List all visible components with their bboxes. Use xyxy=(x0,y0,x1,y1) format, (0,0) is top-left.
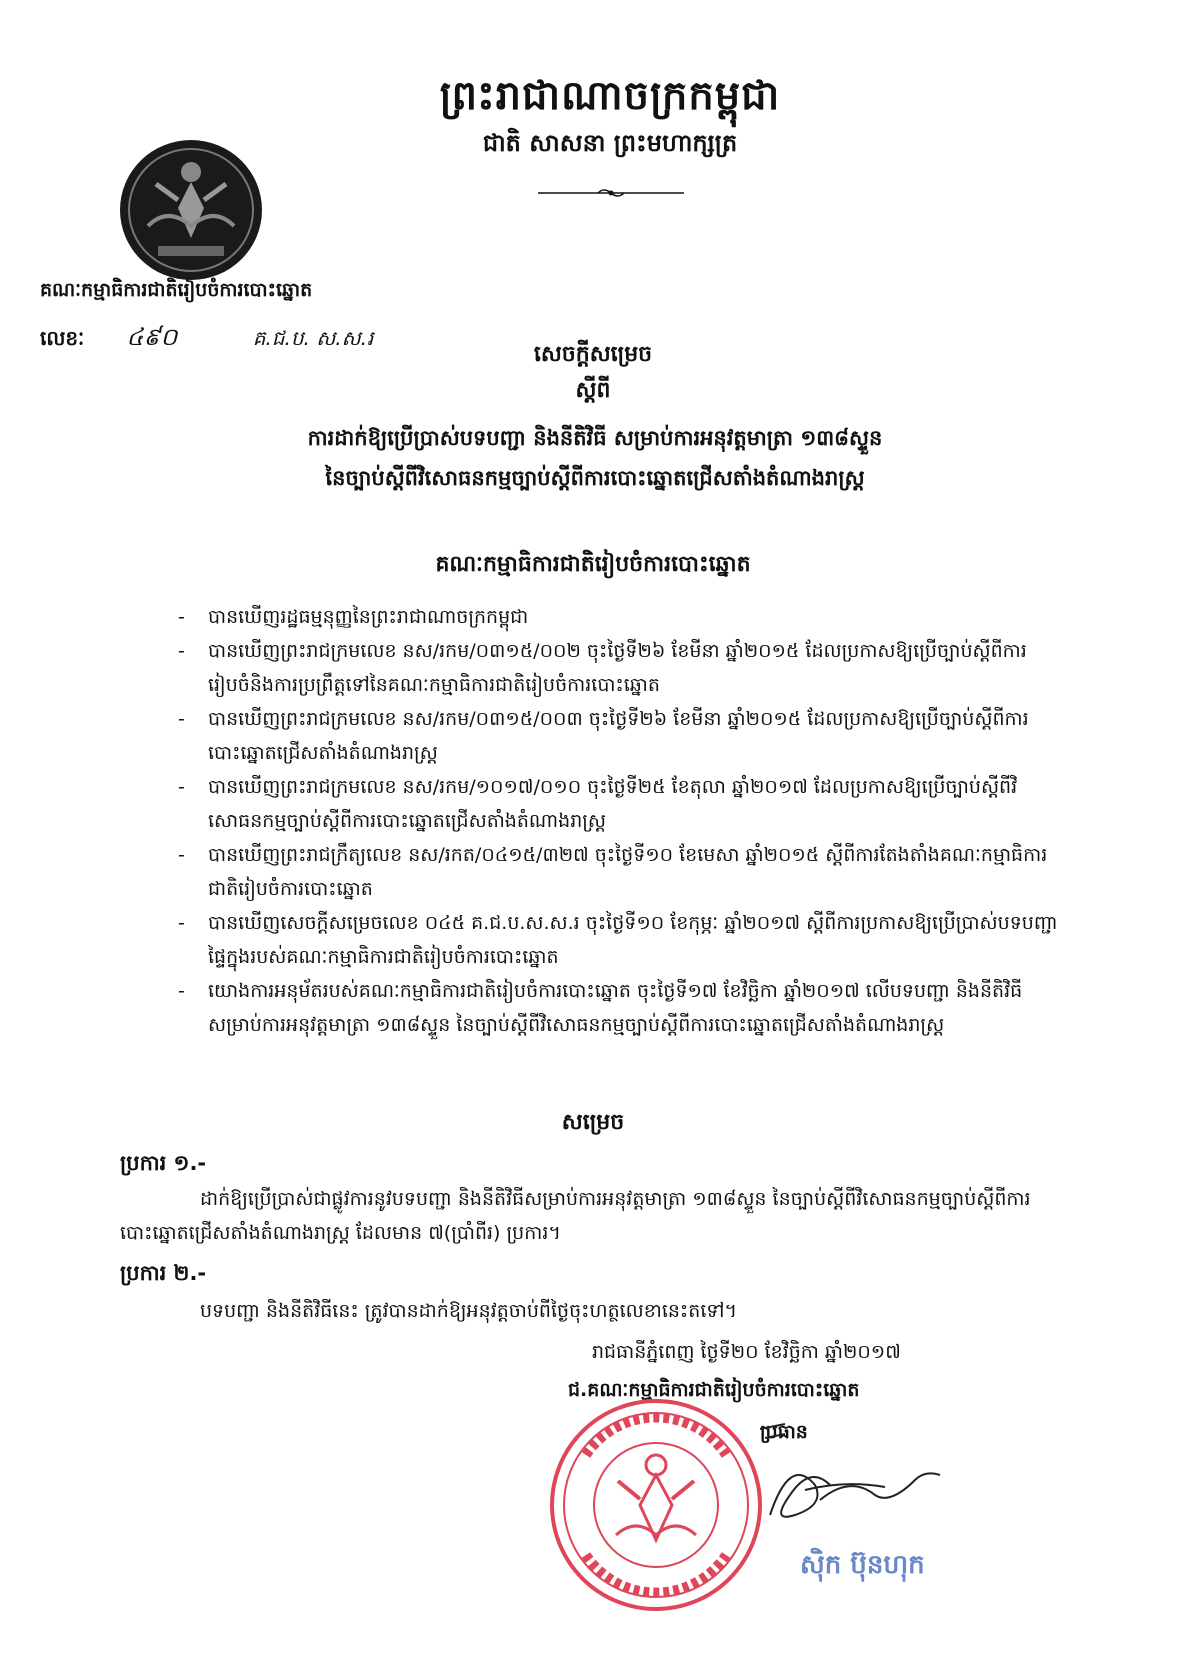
document-title xyxy=(160,418,1030,498)
article-2-heading: ប្រការ ២.- xyxy=(120,1261,207,1285)
issuing-authority: គណៈកម្មាធិការជាតិរៀបចំការបោះឆ្នោត xyxy=(40,279,313,301)
reference-code: គ.ជ.ប. ស.ស.រ xyxy=(252,326,374,350)
list-item: - បានឃើញព្រះរាជក្រមលេខ នស/រកម/០៣១៥/០០២ ចុះថ្ងៃទី២៦ ខែមីនា ឆ្នាំ២០១៥ ដែលប្រកាសឱ្យប្រើច្បាប់ស្ដីពីការរៀបចំនិងការប្រព្រឹត្តទៅនៃគណៈកម្មាធិការជាតិរៀបចំការបោះឆ្នោត xyxy=(178,634,1058,702)
official-stamp-icon xyxy=(546,1395,766,1615)
kingdom-title: ព្រះរាជាណាចក្រកម្ពុជា xyxy=(439,73,781,119)
signer-name: ស៊ិក ប៊ុនហុក xyxy=(800,1550,925,1580)
reference-label: លេខៈ xyxy=(40,326,85,350)
handwritten-signature xyxy=(760,1420,1040,1540)
article-2-body: បទបញ្ជា និងនីតិវិធីនេះ ត្រូវបានដាក់ឱ្យអនុវត្តចាប់ពីថ្ងៃចុះហត្ថលេខានេះតទៅ។ xyxy=(200,1300,737,1322)
document-about: ស្ដីពី xyxy=(575,378,611,403)
commission-emblem-icon xyxy=(118,138,264,282)
signing-authority: ជ.គណៈកម្មាធិការជាតិរៀបចំការបោះឆ្នោត xyxy=(568,1379,860,1401)
list-item: - បានឃើញរដ្ឋធម្មនុញ្ញនៃព្រះរាជាណាចក្រកម្ពុជា xyxy=(178,600,1058,634)
article-1-body: ដាក់ឱ្យប្រើប្រាស់ជាផ្លូវការនូវបទបញ្ជា និងនីតិវិធីសម្រាប់ការអនុវត្តមាត្រា ១៣៨ស្ទួន នៃច្បាប់ស្ដីពីវិសោធនកម្មច្បាប់ស្ដីពីការបោះឆ្នោតជ្រើសតាំងតំណាងរាស្ត្រ ដែលមាន ៧(ប្រាំពីរ) ប្រការ។ xyxy=(120,1188,1031,1244)
chair-title: ប្រធាន xyxy=(760,1421,808,1443)
article-1-heading: ប្រការ ១.- xyxy=(120,1151,207,1175)
document-title-line-1: ការដាក់ឱ្យប្រើប្រាស់បទបញ្ជា និងនីតិវិធី សម្រាប់ការអនុវត្តមាត្រា ១៣៨ស្ទួន xyxy=(307,426,883,450)
document-title-line-2: នៃច្បាប់ស្ដីពីវិសោធនកម្មច្បាប់ស្ដីពីការបោះឆ្នោតជ្រើសតាំងតំណាងរាស្ត្រ xyxy=(325,466,865,490)
list-item: - បានឃើញព្រះរាជក្រមលេខ នស/រកម/០៣១៥/០០៣ ចុះថ្ងៃទី២៦ ខែមីនា ឆ្នាំ២០១៥ ដែលប្រកាសឱ្យប្រើច្បាប់ស្ដីពីការបោះឆ្នោតជ្រើសតាំងតំណាងរាស្ត្រ xyxy=(178,702,1058,770)
recitals-list xyxy=(178,600,1058,1042)
place-and-date: រាជធានីភ្នំពេញ ថ្ងៃទី២០ ខែវិច្ឆិកា ឆ្នាំ២០១៧ xyxy=(592,1341,901,1363)
document-type: សេចក្ដីសម្រេច xyxy=(533,342,653,367)
list-item: - បានឃើញសេចក្ដីសម្រេចលេខ ០៤៥ គ.ជ.ប.ស.ស.រ ចុះថ្ងៃទី១០ ខែកុម្ភៈ ឆ្នាំ២០១៧ ស្ដីពីការប្រកាសឱ្យប្រើប្រាស់បទបញ្ជាផ្ទៃក្នុងរបស់គណៈកម្មាធិការជាតិរៀបចំការបោះឆ្នោត xyxy=(178,906,1058,974)
decision-heading: សម្រេច xyxy=(561,1110,625,1135)
national-motto: ជាតិ សាសនា ព្រះមហាក្សត្រ xyxy=(482,129,738,157)
issuing-body-heading: គណៈកម្មាធិការជាតិរៀបចំការបោះឆ្នោត xyxy=(435,552,751,577)
list-item: - បានឃើញព្រះរាជក្រមលេខ នស/រកម/១០១៧/០១០ ចុះថ្ងៃទី២៥ ខែតុលា ឆ្នាំ២០១៧ ដែលប្រកាសឱ្យប្រើច្បាប់ស្ដីពីវិសោធនកម្មច្បាប់ស្ដីពីការបោះឆ្នោតជ្រើសតាំងតំណាងរាស្ត្រ xyxy=(178,770,1058,838)
list-item: - បានឃើញព្រះរាជក្រឹត្យលេខ នស/រកត/០៤១៥/៣២៧ ចុះថ្ងៃទី១០ ខែមេសា ឆ្នាំ២០១៥ ស្ដីពីការតែងតាំងគណៈកម្មាធិការជាតិរៀបចំការបោះឆ្នោត xyxy=(178,838,1058,906)
reference-number-value: ៤៩០ xyxy=(126,323,178,351)
list-item: - យោងការអនុម័តរបស់គណៈកម្មាធិការជាតិរៀបចំការបោះឆ្នោត ចុះថ្ងៃទី១៧ ខែវិច្ឆិកា ឆ្នាំ២០១៧ លើបទបញ្ជា និងនីតិវិធីសម្រាប់ការអនុវត្តមាត្រា ១៣៨ស្ទួន នៃច្បាប់ស្ដីពីវិសោធនកម្មច្បាប់ស្ដីពីការបោះឆ្នោតជ្រើសតាំងតំណាងរាស្ត្រ xyxy=(178,974,1058,1042)
header-ornament xyxy=(538,186,684,200)
